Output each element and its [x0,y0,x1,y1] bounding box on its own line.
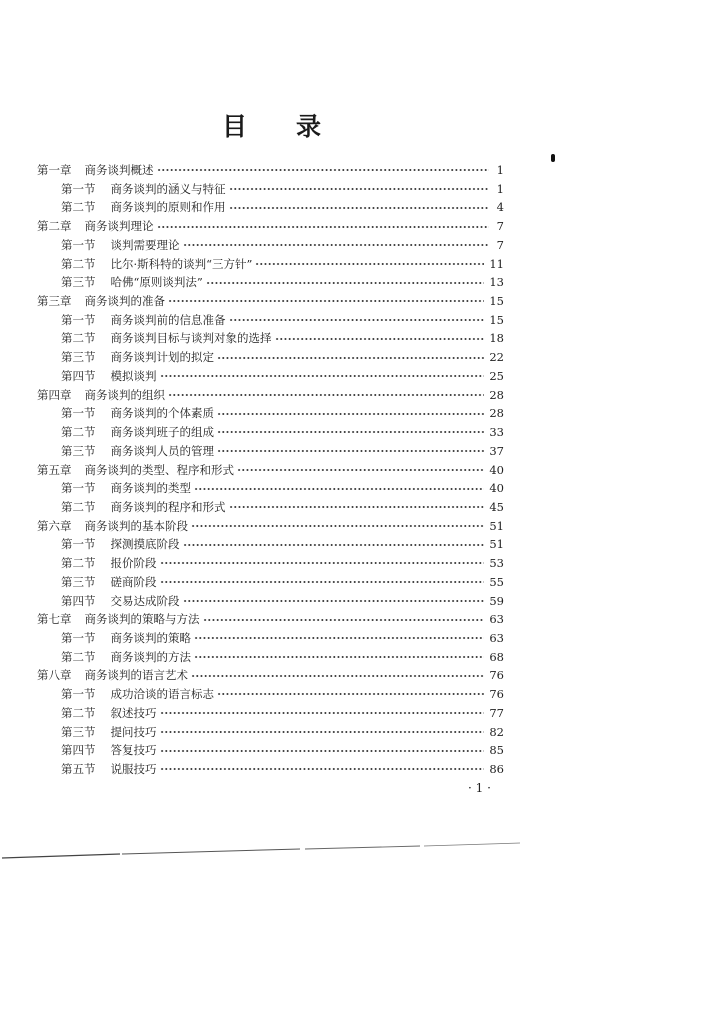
toc-section-row [0,198,504,217]
toc-section-row [0,573,504,592]
dot-leader [229,318,485,322]
scan-speck [551,154,555,162]
section-label: 第四节 [61,743,96,758]
page-number: 51 [489,537,504,552]
toc-section-row [0,498,504,517]
section-title: 商务谈判前的信息准备 [110,312,226,327]
dot-leader [157,168,490,172]
dot-leader [160,374,485,378]
page-number: 33 [489,425,504,440]
dot-leader [160,561,485,565]
section-label: 第一节 [61,481,96,496]
section-label: 第二节 [61,556,96,571]
dot-leader [203,618,485,622]
toc-chapter-row [0,666,504,685]
section-title: 叙述技巧 [110,705,157,720]
chapter-label: 第八章 [37,668,72,683]
toc-title: 目 录 [222,112,334,141]
page-number: 82 [489,724,504,739]
page-number: 1 [496,181,504,196]
section-title: 商务谈判的涵义与特征 [110,181,226,196]
page-number: 51 [489,518,504,533]
chapter-title: 商务谈判的类型、程序和形式 [84,462,234,477]
section-title: 报价阶段 [110,556,157,571]
page-number: 7 [496,237,504,252]
toc-chapter-row [0,161,504,180]
section-label: 第二节 [61,705,96,720]
section-label: 第三节 [61,724,96,739]
page-number: 4 [496,200,504,215]
section-label: 第四节 [61,593,96,608]
page-number: 1 [496,163,504,177]
chapter-label: 第四章 [37,387,72,402]
dot-leader [183,543,485,547]
toc-chapter-row [0,610,504,629]
section-title: 商务谈判人员的管理 [110,443,214,458]
section-title: 比尔·斯科特的谈判“三方针” [110,256,253,271]
toc-section-row [0,329,504,348]
toc-section-row [0,236,504,255]
section-title: 商务谈判的方法 [110,649,191,664]
dot-leader [160,580,485,584]
toc-section-row [0,685,504,704]
footer-page-number: · 1 · [468,781,491,795]
page-number: 40 [489,481,504,496]
page-number: 18 [489,331,504,346]
toc-chapter-row [0,217,504,236]
section-title: 商务谈判班子的组成 [110,425,214,440]
section-label: 第二节 [61,331,96,346]
page-number: 85 [489,743,504,758]
toc-chapter-row [0,517,504,536]
page-number: 40 [489,462,504,477]
page-number: 7 [496,219,504,234]
section-label: 第三节 [61,275,96,290]
chapter-label: 第七章 [37,612,72,627]
dot-leader [255,262,484,266]
page-number: 28 [489,387,504,402]
dot-leader [229,206,490,210]
dot-leader [183,243,490,247]
section-title: 商务谈判的策略 [110,630,191,645]
toc-section-row [0,367,504,386]
toc-section-row [0,760,504,779]
dot-leader [160,711,485,715]
section-label: 第三节 [61,574,96,589]
chapter-label: 第三章 [37,294,72,309]
dot-leader [217,412,484,416]
toc-section-row [0,723,504,742]
dot-leader [168,393,484,397]
dot-leader [217,430,484,434]
page-number: 77 [489,705,504,720]
toc-section-row [0,554,504,573]
chapter-label: 第六章 [37,518,72,533]
page-number: 11 [489,256,504,271]
section-label: 第二节 [61,499,96,514]
toc-section-row [0,255,504,274]
dot-leader [194,636,484,640]
toc-section-row [0,704,504,723]
dot-leader [275,337,485,341]
page-number: 37 [489,443,504,458]
chapter-label: 第二章 [37,219,72,234]
dot-leader [183,599,485,603]
section-label: 第一节 [61,630,96,645]
toc-chapter-row [0,292,504,311]
section-title: 磋商阶段 [110,574,157,589]
page-number: 22 [489,350,504,365]
chapter-title: 商务谈判的准备 [84,294,165,309]
section-title: 模拟谈判 [110,368,157,383]
page-number: 45 [489,499,504,514]
dot-leader [194,487,484,491]
page-number: 28 [489,406,504,421]
dot-leader [217,449,484,453]
dot-leader [168,299,484,303]
toc-section-row [0,741,504,760]
section-label: 第一节 [61,687,96,702]
section-title: 商务谈判的类型 [110,481,191,496]
chapter-title: 商务谈判理论 [84,219,154,234]
section-title: 商务谈判的个体素质 [110,406,214,421]
section-title: 谈判需要理论 [110,237,180,252]
dot-leader [237,468,484,472]
dot-leader [191,524,484,528]
dot-leader [229,505,485,509]
toc-section-row [0,535,504,554]
toc-chapter-row [0,461,504,480]
section-title: 商务谈判的原则和作用 [110,200,226,215]
dot-leader [160,730,485,734]
section-label: 第二节 [61,200,96,215]
dot-leader [229,187,490,191]
toc-section-row [0,629,504,648]
page-number: 68 [489,649,504,664]
toc-section-row [0,648,504,667]
section-title: 探测摸底阶段 [110,537,180,552]
toc-chapter-row [0,386,504,405]
section-label: 第二节 [61,649,96,664]
section-title: 哈佛“原则谈判法” [110,275,203,290]
section-label: 第一节 [61,312,96,327]
toc-section-row [0,348,504,367]
page-number: 76 [489,687,504,702]
page-number: 15 [489,294,504,309]
toc-section-row [0,273,504,292]
dot-leader [194,655,484,659]
toc-section-row [0,442,504,461]
section-label: 第三节 [61,350,96,365]
toc-section-row [0,479,504,498]
chapter-title: 商务谈判概述 [84,163,154,177]
toc-section-row [0,404,504,423]
page-number: 59 [489,593,504,608]
scan-edge-line [0,832,540,862]
page-number: 15 [489,312,504,327]
page-number: 53 [489,556,504,571]
dot-leader [191,674,484,678]
page-number: 76 [489,668,504,683]
toc-section-row [0,423,504,442]
section-title: 商务谈判目标与谈判对象的选择 [110,331,272,346]
section-title: 商务谈判的程序和形式 [110,499,226,514]
section-title: 商务谈判计划的拟定 [110,350,214,365]
chapter-title: 商务谈判的语言艺术 [84,668,188,683]
section-title: 答复技巧 [110,743,157,758]
section-title: 交易达成阶段 [110,593,180,608]
toc-section-row [0,592,504,611]
section-title: 说服技巧 [110,762,157,776]
chapter-title: 商务谈判的策略与方法 [84,612,200,627]
dot-leader [217,356,484,360]
section-label: 第二节 [61,425,96,440]
page-number: 63 [489,630,504,645]
section-title: 成功洽谈的语言标志 [110,687,214,702]
chapter-label: 第五章 [37,462,72,477]
page-number: 25 [489,368,504,383]
section-label: 第四节 [61,368,96,383]
section-label: 第一节 [61,237,96,252]
section-label: 第一节 [61,406,96,421]
dot-leader [217,692,484,696]
chapter-title: 商务谈判的基本阶段 [84,518,188,533]
section-label: 第一节 [61,181,96,196]
page-number: 86 [489,762,504,776]
section-label: 第三节 [61,443,96,458]
section-title: 提问技巧 [110,724,157,739]
chapter-label: 第一章 [37,163,72,177]
chapter-title: 商务谈判的组织 [84,387,165,402]
dot-leader [160,767,485,771]
section-label: 第二节 [61,256,96,271]
table-of-contents [0,161,504,779]
section-label: 第五节 [61,762,96,776]
section-label: 第一节 [61,537,96,552]
page-number: 63 [489,612,504,627]
toc-section-row [0,180,504,199]
toc-section-row [0,311,504,330]
page-number: 13 [489,275,504,290]
dot-leader [206,281,485,285]
page-number: 55 [489,574,504,589]
dot-leader [160,749,485,753]
dot-leader [157,225,490,229]
